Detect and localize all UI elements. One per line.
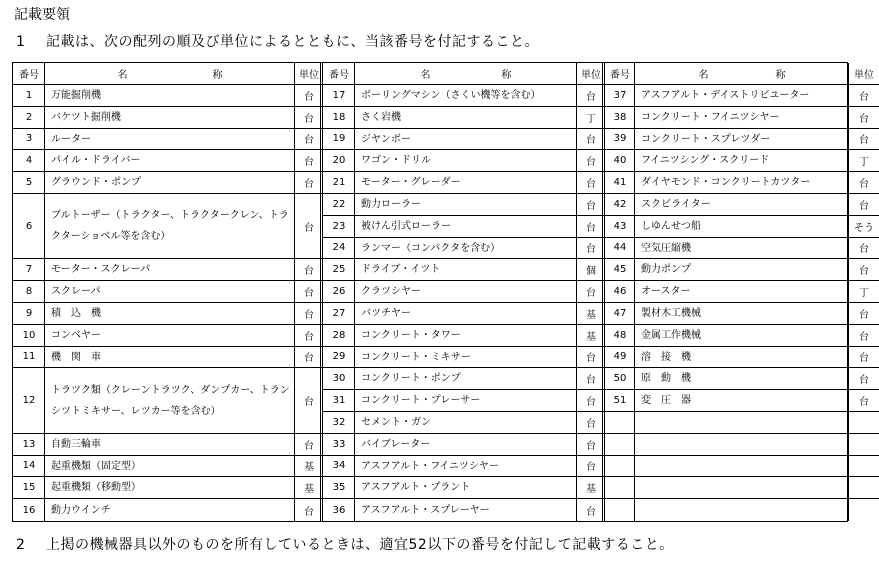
row-number: 13 [13, 434, 45, 456]
row-unit: 台 [577, 347, 605, 369]
row-name: 溶 接 機 [635, 347, 849, 369]
row-unit: 基 [577, 325, 605, 347]
row-unit: 台 [577, 238, 605, 260]
row-unit: 台 [295, 259, 323, 281]
row-number: 22 [323, 194, 355, 216]
row-unit: 丁 [849, 150, 879, 172]
note-2 [16, 534, 674, 554]
row-number: 25 [323, 259, 355, 281]
row-unit: 台 [295, 129, 323, 151]
row-number: 29 [323, 347, 355, 369]
row-name: 自動三輪車 [45, 434, 295, 456]
row-unit: 台 [577, 85, 605, 107]
row-unit [849, 434, 879, 456]
row-number: 2 [13, 107, 45, 129]
row-unit: 基 [577, 303, 605, 325]
column-divider [848, 63, 849, 521]
row-name [635, 434, 849, 456]
row-name: スクレーパ [45, 281, 295, 303]
row-name: モーター・グレーダー [355, 172, 577, 194]
row-name: バケツト掘削機 [45, 107, 295, 129]
row-number: 26 [323, 281, 355, 303]
row-name: バイブレーター [355, 434, 577, 456]
row-number: 39 [605, 129, 635, 151]
row-number [605, 477, 635, 499]
row-unit: 台 [295, 368, 323, 433]
row-unit: 台 [577, 129, 605, 151]
row-name: 変 圧 器 [635, 390, 849, 412]
equipment-table [12, 62, 874, 522]
row-unit: 台 [295, 434, 323, 456]
row-unit: 台 [295, 325, 323, 347]
group-divider [320, 63, 321, 521]
row-unit: 台 [577, 456, 605, 478]
row-unit: 台 [577, 368, 605, 390]
row-unit: 台 [295, 150, 323, 172]
row-number [605, 434, 635, 456]
row-name: バツチヤー [355, 303, 577, 325]
group-divider [322, 63, 323, 521]
row-name: フイニツシング・スクリード [635, 150, 849, 172]
row-unit: 台 [849, 172, 879, 194]
row-unit: 台 [849, 347, 879, 369]
note-1-number: 1 [16, 34, 26, 50]
row-unit: 台 [295, 303, 323, 325]
row-number: 42 [605, 194, 635, 216]
row-number: 5 [13, 172, 45, 194]
header-number: 番号 [323, 63, 355, 85]
row-unit: 台 [577, 281, 605, 303]
row-number: 43 [605, 216, 635, 238]
row-unit: 台 [849, 238, 879, 260]
header-name-right: 称 [212, 70, 223, 81]
row-name: コンクリート・プレーサー [355, 390, 577, 412]
row-name: コンクリート・スプレツダー [635, 129, 849, 151]
row-number [605, 456, 635, 478]
row-number: 17 [323, 85, 355, 107]
row-name: ワゴン・ドリル [355, 150, 577, 172]
row-unit: 台 [586, 506, 596, 518]
row-number: 46 [605, 281, 635, 303]
row-name: セメント・ガン [355, 412, 577, 434]
row-name: クラツシヤー [355, 281, 577, 303]
row-unit: 台 [849, 368, 879, 390]
column-divider [354, 63, 355, 521]
row-name: トラツク類（クレーントラツク、ダンプカー、トランシツトミキサー、レツカー等を含む） [45, 368, 295, 433]
row-unit: 丁 [849, 281, 879, 303]
row-number: 24 [323, 238, 355, 260]
row-number: 9 [13, 303, 45, 325]
row-name: 原 動 機 [635, 368, 849, 390]
row-number: 37 [605, 85, 635, 107]
row-unit [849, 499, 879, 521]
row-name: 万能掘削機 [45, 85, 295, 107]
row-unit: 台 [295, 85, 323, 107]
row-name: アスフアルト・フイニツシヤー [355, 456, 577, 478]
row-name: ダイヤモンド・コンクリートカツター [635, 172, 849, 194]
header-name [355, 63, 577, 85]
row-name: アスフアルト・デイストリビユーター [635, 85, 849, 107]
header-name-left: 名 [698, 70, 709, 81]
header-name [45, 63, 295, 85]
header-name-left: 名 [420, 70, 431, 81]
row-name: ボーリングマシン（さくい機等を含む） [355, 85, 577, 107]
row-name [635, 499, 849, 521]
row-number: 3 [13, 129, 45, 151]
row-name: しゆんせつ船 [635, 216, 849, 238]
row-name: コンクリート・フイニツシヤー [635, 107, 849, 129]
row-name: 製材木工機械 [635, 303, 849, 325]
header-unit: 単位 [849, 63, 879, 85]
row-number: 32 [323, 412, 355, 434]
row-number: 23 [323, 216, 355, 238]
row-number: 38 [605, 107, 635, 129]
row-name: 起重機類（固定型） [45, 456, 295, 478]
row-name: パイル・ドライバー [45, 150, 295, 172]
header-name-right: 称 [501, 70, 512, 81]
row-unit: 台 [577, 434, 605, 456]
row-number: 20 [323, 150, 355, 172]
row-name: ルーター [45, 129, 295, 151]
group-divider [602, 63, 603, 521]
row-unit: 台 [849, 325, 879, 347]
row-name [635, 477, 849, 499]
row-number: 34 [323, 456, 355, 478]
row-name: オースター [635, 281, 849, 303]
group-divider [604, 63, 605, 521]
row-unit: 台 [295, 172, 323, 194]
row-name: さく岩機 [355, 107, 577, 129]
row-name: スクビライター [635, 194, 849, 216]
row-name: 動力ローラー [355, 194, 577, 216]
row-name: アスフアルト・プラント [355, 477, 577, 499]
row-unit: そう [849, 216, 879, 238]
row-number: 14 [13, 456, 45, 478]
row-number: 1 [13, 85, 45, 107]
row-unit: 台 [849, 194, 879, 216]
row-unit: 台 [295, 194, 323, 259]
row-unit [849, 456, 879, 478]
row-number: 45 [605, 259, 635, 281]
row-number: 35 [323, 477, 355, 499]
document-title: 記載要領 [14, 7, 70, 23]
row-name: モーター・スクレーパ [45, 259, 295, 281]
row-unit: 台 [577, 390, 605, 412]
row-number: 27 [323, 303, 355, 325]
row-number: 30 [323, 368, 355, 390]
row-name: コンクリート・ポンプ [355, 368, 577, 390]
row-unit: 台 [577, 194, 605, 216]
row-name: ブルトーザー（トラクター、トラクタークレン、トラクターショベル等を含む） [45, 194, 295, 259]
row-number: 49 [605, 347, 635, 369]
row-unit: 台 [849, 129, 879, 151]
row-name: ジヤンボー [355, 129, 577, 151]
row-number: 31 [323, 390, 355, 412]
row-name: ランマー（コンパクタを含む） [355, 238, 577, 260]
row-name: 積 込 機 [45, 303, 295, 325]
row-number: 16 [22, 504, 36, 516]
row-unit: 個 [577, 259, 605, 281]
header-number: 番号 [13, 63, 45, 85]
row-unit: 台 [849, 107, 879, 129]
row-name: 動力ポンプ [635, 259, 849, 281]
row-unit: 台 [295, 281, 323, 303]
row-name: コンクリート・ミキサー [355, 347, 577, 369]
note-1-text: 記載は、次の配列の順及び単位によるとともに、当該番号を付記すること。 [46, 34, 539, 50]
header-name-left: 名 [117, 70, 128, 81]
column-divider [44, 63, 45, 521]
row-number: 28 [323, 325, 355, 347]
column-divider [634, 63, 635, 521]
row-number: 50 [605, 368, 635, 390]
row-unit: 基 [295, 477, 323, 499]
row-unit: 台 [295, 347, 323, 369]
row-name: 空気圧縮機 [635, 238, 849, 260]
row-name [635, 456, 849, 478]
row-number: 33 [323, 434, 355, 456]
row-unit: 台 [849, 259, 879, 281]
row-unit: 台 [849, 303, 879, 325]
row-number: 40 [605, 150, 635, 172]
note-2-number: 2 [16, 537, 26, 553]
header-number: 番号 [605, 63, 635, 85]
row-name: 動力ウインチ [51, 504, 111, 516]
row-number: 21 [323, 172, 355, 194]
row-number: 36 [332, 504, 346, 516]
row-unit: 台 [849, 390, 879, 412]
row-number: 48 [605, 325, 635, 347]
row-name: 起重機類（移動型） [45, 477, 295, 499]
row-name: 金属工作機械 [635, 325, 849, 347]
row-number: 7 [13, 259, 45, 281]
row-unit: 丁 [577, 107, 605, 129]
row-unit [849, 477, 879, 499]
header-unit: 単位 [295, 63, 323, 85]
row-number: 10 [13, 325, 45, 347]
row-number: 41 [605, 172, 635, 194]
row-name: ドライブ・イツト [355, 259, 577, 281]
row-number: 44 [605, 238, 635, 260]
column-divider [576, 63, 577, 521]
note-1 [16, 31, 539, 51]
row-number: 4 [13, 150, 45, 172]
row-number: 15 [13, 477, 45, 499]
row-name [635, 412, 849, 434]
row-name: コンクリート・タワー [355, 325, 577, 347]
row-number: 47 [605, 303, 635, 325]
row-number: 18 [323, 107, 355, 129]
header-name [635, 63, 849, 85]
row-unit: 台 [849, 85, 879, 107]
row-unit: 台 [304, 506, 314, 518]
row-number: 12 [13, 368, 45, 433]
row-name: 機 関 車 [45, 347, 295, 369]
row-unit: 台 [577, 172, 605, 194]
column-divider [294, 63, 295, 521]
row-name: グラウンド・ポンプ [45, 172, 295, 194]
row-number [605, 499, 635, 521]
row-unit: 台 [295, 107, 323, 129]
row-unit: 台 [577, 412, 605, 434]
row-unit: 台 [577, 216, 605, 238]
row-unit: 台 [577, 150, 605, 172]
row-number: 11 [13, 347, 45, 369]
header-name-right: 称 [775, 70, 786, 81]
row-number: 6 [13, 194, 45, 259]
row-number: 19 [323, 129, 355, 151]
row-name: アスフアルト・スプレーヤー [361, 504, 490, 516]
row-unit [849, 412, 879, 434]
row-number: 51 [605, 390, 635, 412]
row-number [605, 412, 635, 434]
row-name: コンベヤー [45, 325, 295, 347]
row-unit: 基 [295, 456, 323, 478]
note-2-text: 上掲の機械器具以外のものを所有しているときは、適宜52以下の番号を付記して記載すること。 [46, 537, 674, 553]
row-number: 8 [13, 281, 45, 303]
header-unit: 単位 [577, 63, 605, 85]
row-name: 被けん引式ローラー [355, 216, 577, 238]
row-unit: 基 [577, 477, 605, 499]
